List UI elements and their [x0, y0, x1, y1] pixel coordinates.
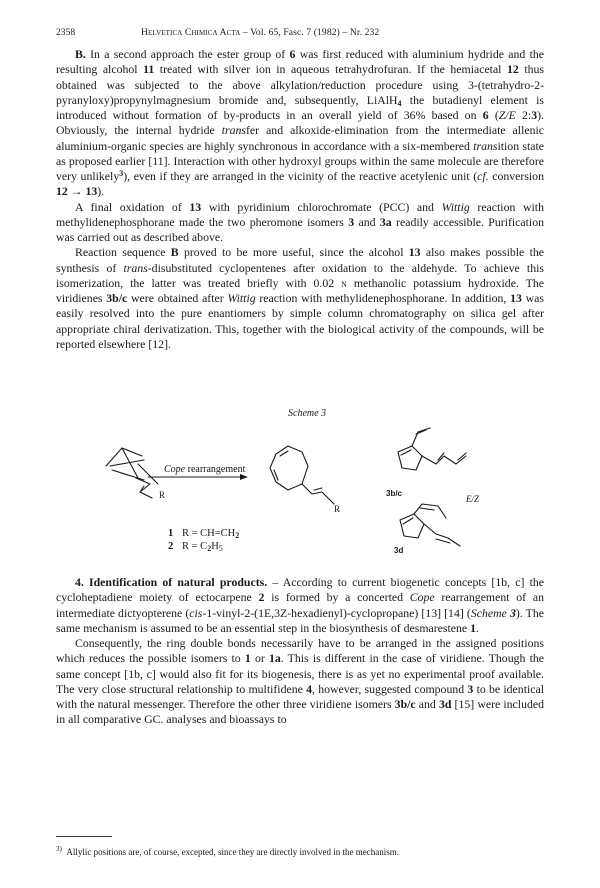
- label-3bc: 3b/c: [386, 489, 403, 498]
- cycloheptadiene-structure: [270, 446, 334, 504]
- label-ez: E/Z: [466, 494, 480, 504]
- paragraph-consequently: Consequently, the ring double bonds necessarily have to be arranged in the assigned positions which reduces the possible isomers to 1 or 1a. This is different in the case of viridiene. Though the same concept [1b, c] would also fit for its biogenesis, there is as yet no experimental proof available. The very close structural relationship to multifidene 4, however, suggested compound 3 to be identical with the natural messenger. Therefore the other three viridiene isomers 3b/c and 3d [15] were included in all comparative GC. analyses and bioassays to: [56, 636, 545, 727]
- page-number: 2358: [56, 27, 76, 38]
- page-header: [56, 26, 544, 40]
- scheme-graphic: [56, 408, 544, 563]
- paragraph-reaction-sequence: Reaction sequence B proved to be more useful, since the alcohol 13 also makes possible the synthesis of trans-disubstituted cyclopentenes after oxidation to the aldehyde. To achieve this isomerization, the latter was treated briefly with 0.02 n methanolic potassium hydroxide. The viridienes 3b/c were obtained after Wittig reaction with methylidenephosphorane. In addition, 13 was easily resolved into the pure enantiomers by simple column chromatography on silica gel after appropriate chiral derivatization. This, together with the biological activity of the compounds, will be reported elsewhere [12].: [56, 245, 545, 351]
- compound-2-line: 2 $R = C_2H_5$: [168, 541, 223, 553]
- footnote-rule: [56, 836, 112, 837]
- footnote-text: Allylic positions are, of course, excepted, since they are directly involved in the mechanism.: [66, 847, 399, 857]
- viridiene-3d-structure: [400, 504, 460, 546]
- scheme-title: Scheme 3: [288, 408, 327, 419]
- viridiene-3bc-structure: [398, 428, 466, 470]
- paragraph-final-oxidation: A final oxidation of 13 with pyridinium chlorochromate (PCC) and Wittig reaction with methylidenephosphorane made the two pheromone isomers 3 and 3a readily accessible. Purification was carried out as described above.: [56, 199, 544, 244]
- footnote: [56, 846, 544, 858]
- label-r1: R: [159, 490, 166, 500]
- footnote-mark: 3): [56, 845, 62, 853]
- compound-list: [168, 527, 239, 553]
- journal-details: – Vol. 65, Fasc. 7 (1982) – Nr. 232: [240, 27, 380, 38]
- body-text-upper: [56, 47, 544, 352]
- arrow-label: Cope rearrangement: [164, 464, 246, 475]
- compound-1-line: 1 $R = CH=CH_2$: [168, 528, 240, 540]
- body-text-lower: [56, 575, 544, 728]
- label-3d: 3d: [394, 546, 404, 555]
- label-r2: R: [334, 504, 341, 514]
- scheme-3: [56, 408, 544, 563]
- paragraph-identification: 4. Identification of natural products. – According to current biogenetic concepts [1b, c] the cycloheptadiene moiety of ectocarpene 2 is formed by a concerted Cope rearrangement of an intermediate dictyopterene (cis-1-vinyl-2-(1E,3Z-hexadienyl)-cyclopropane) [13] [14] (Scheme 3). The same mechanism is assumed to be an essential step in the biosynthesis of desmarestene 1.: [56, 575, 544, 635]
- section-heading: 4. Identification of natural products.: [75, 575, 268, 589]
- paragraph-route-b: B. In a second approach the ester group of 6 was first reduced with aluminium hydride and the resulting alcohol 11 treated with silver ion in aqueous tetrahydrofuran. If the hemiacetal 12 thus obtained was subjected to the above alkylation/reduction procedure using 3-(tetrahydro-2-pyranyloxy)propynylmagnesium bromide and, subsequently, LiAlH$_4$ the butadienyl element is introduced without formation of by-products in an overall yield of 36% based on 6 (Z/E 2:3). Obviously, the internal hydride transfer and alkoxide-elimination from the intermediate allenic aluminium-organic species are highly synchronous in accordance with a six-membered transition state as proposed earlier [11]. Interaction with other hydroxyl groups within the same molecule are therefore very unlikely$^3$), even if they are arranged in the vicinity of the reactive acetylenic unit (cf. conversion 12 → 13).: [56, 47, 545, 199]
- dictyopterene-structure: [106, 448, 158, 498]
- running-head: [141, 26, 379, 40]
- journal-name: Helvetica Chimica Acta: [141, 27, 241, 38]
